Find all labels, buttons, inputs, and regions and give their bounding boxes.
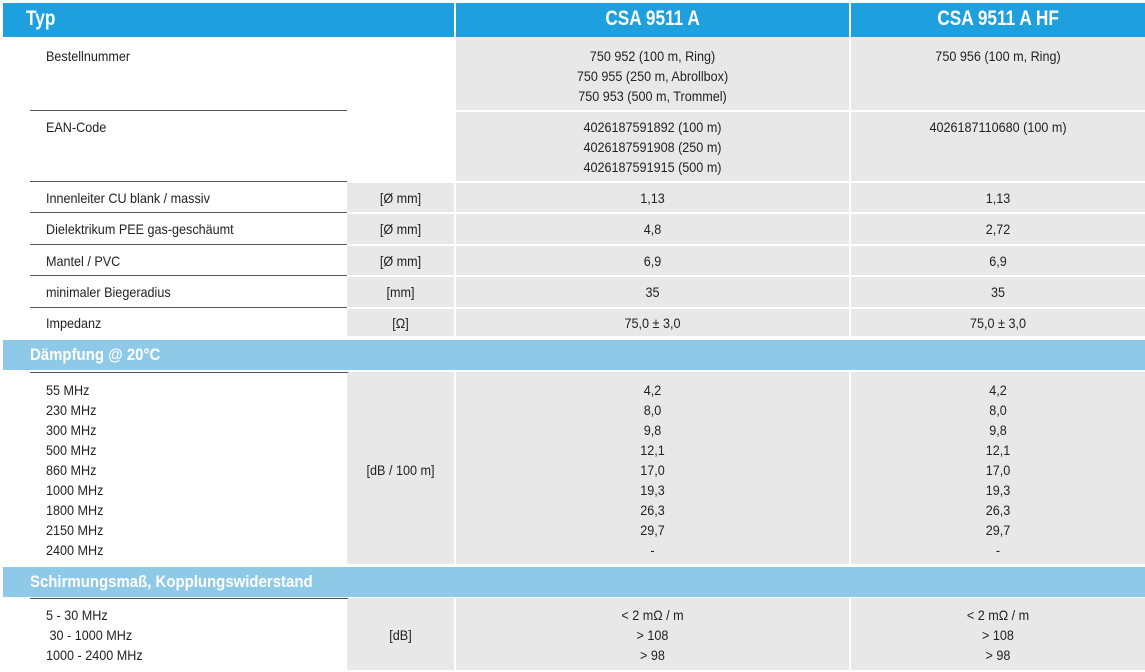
schirm-a-value: > 108 (636, 627, 669, 643)
impedanz-a: 75,0 ± 3,0 (624, 315, 681, 331)
section-schirmung-title: Schirmungsmaß, Kopplungswiderstand (30, 572, 313, 591)
unit-dielektrikum: [Ø mm] (379, 221, 422, 237)
schirm-b-value: > 108 (982, 627, 1014, 643)
label-biegeradius: minimaler Biegeradius (46, 284, 171, 300)
row-gap (347, 212, 1145, 214)
daempfung-a-value: 17,0 (640, 462, 665, 478)
row-gap (347, 244, 1145, 246)
label-ean: EAN-Code (46, 119, 107, 135)
unit-mantel: [Ø mm] (379, 253, 422, 269)
unit-innenleiter: [Ø mm] (379, 190, 422, 206)
daempfung-a-value: 4,2 (643, 382, 662, 398)
bestell-a-1: 750 952 (100 m, Ring) (589, 48, 716, 64)
daempfung-b-value: 8,0 (989, 402, 1007, 418)
schirm-b-value: < 2 mΩ / m (966, 607, 1030, 623)
daempfung-a-value: 12,1 (640, 442, 665, 458)
daempfung-freq: 2400 MHz (46, 542, 104, 558)
daempfung-freq: 500 MHz (46, 442, 97, 458)
label-impedanz: Impedanz (46, 315, 102, 331)
daempfung-a-value: 29,7 (640, 522, 665, 538)
schirm-freq: 30 - 1000 MHz (46, 627, 133, 643)
header-col-a: CSA 9511 A (605, 7, 700, 30)
row-gap (347, 307, 1145, 309)
label-bestellnummer: Bestellnummer (46, 48, 131, 64)
header-typ: Typ (26, 7, 56, 30)
mantel-b: 6,9 (989, 253, 1007, 269)
row-divider (30, 598, 348, 599)
bestell-a-2: 750 955 (250 m, Abrollbox) (576, 68, 729, 84)
schirm-freq: 1000 - 2400 MHz (46, 647, 143, 663)
innenleiter-a: 1,13 (640, 190, 665, 206)
row-gap (347, 275, 1145, 277)
daempfung-freq: 2150 MHz (46, 522, 104, 538)
schirm-b-value: > 98 (985, 647, 1011, 663)
daempfung-freq-list (46, 380, 110, 560)
schirm-a-list (456, 605, 849, 665)
dielektrikum-a: 4,8 (643, 221, 662, 237)
daempfung-b-value: 26,3 (985, 502, 1011, 518)
daempfung-b-value: 19,3 (985, 482, 1011, 498)
daempfung-b-value: - (995, 542, 1001, 558)
daempfung-unit: [dB / 100 m] (366, 462, 435, 478)
schirm-a-value: < 2 mΩ / m (621, 607, 684, 623)
biegeradius-a: 35 (645, 284, 660, 300)
daempfung-b-value: 17,0 (985, 462, 1011, 478)
row-gap (347, 110, 1145, 112)
unit-impedanz: [Ω] (392, 315, 409, 331)
daempfung-a-value: 26,3 (640, 502, 665, 518)
bestell-b-1: 750 956 (100 m, Ring) (935, 48, 1061, 64)
header-col-b: CSA 9511 A HF (937, 7, 1059, 30)
daempfung-a-value: - (650, 542, 655, 558)
daempfung-a-value: 19,3 (640, 482, 665, 498)
label-dielektrikum: Dielektrikum PEE gas-geschäumt (46, 221, 234, 237)
schirm-freq: 5 - 30 MHz (46, 607, 108, 623)
daempfung-freq: 860 MHz (46, 462, 97, 478)
schirm-freq-list (46, 605, 153, 665)
daempfung-b-value: 9,8 (989, 422, 1007, 438)
daempfung-a-value: 9,8 (643, 422, 662, 438)
label-innenleiter: Innenleiter CU blank / massiv (46, 190, 210, 206)
ean-a-3: 4026187591915 (500 m) (583, 159, 722, 175)
daempfung-freq: 55 MHz (46, 382, 90, 398)
section-daempfung (3, 340, 1145, 370)
daempfung-freq: 1000 MHz (46, 482, 104, 498)
schirm-unit: [dB] (389, 627, 412, 643)
bestell-a-3: 750 953 (500 m, Trommel) (578, 88, 727, 104)
daempfung-b-list (851, 380, 1145, 560)
daempfung-a-value: 8,0 (643, 402, 662, 418)
ean-a-1: 4026187591892 (100 m) (583, 119, 722, 135)
daempfung-b-value: 29,7 (985, 522, 1011, 538)
daempfung-freq: 1800 MHz (46, 502, 104, 518)
unit-biegeradius: [mm] (386, 284, 415, 300)
daempfung-b-value: 4,2 (989, 382, 1007, 398)
label-mantel: Mantel / PVC (46, 253, 121, 269)
daempfung-freq: 230 MHz (46, 402, 97, 418)
ean-a-2: 4026187591908 (250 m) (583, 139, 722, 155)
innenleiter-b: 1,13 (985, 190, 1011, 206)
daempfung-a-list (456, 380, 849, 560)
dielektrikum-b: 2,72 (985, 221, 1011, 237)
row-divider (30, 372, 348, 373)
section-daempfung-title: Dämpfung @ 20°C (30, 345, 161, 364)
header-typ-cell (3, 3, 454, 37)
schirm-a-value: > 98 (640, 647, 665, 663)
daempfung-freq: 300 MHz (46, 422, 97, 438)
biegeradius-b: 35 (990, 284, 1006, 300)
impedanz-b: 75,0 ± 3,0 (970, 315, 1026, 331)
row-gap (347, 181, 1145, 183)
schirm-b-list (851, 605, 1145, 665)
daempfung-b-value: 12,1 (985, 442, 1011, 458)
ean-b-1: 4026187110680 (100 m) (929, 119, 1067, 135)
mantel-a: 6,9 (643, 253, 662, 269)
